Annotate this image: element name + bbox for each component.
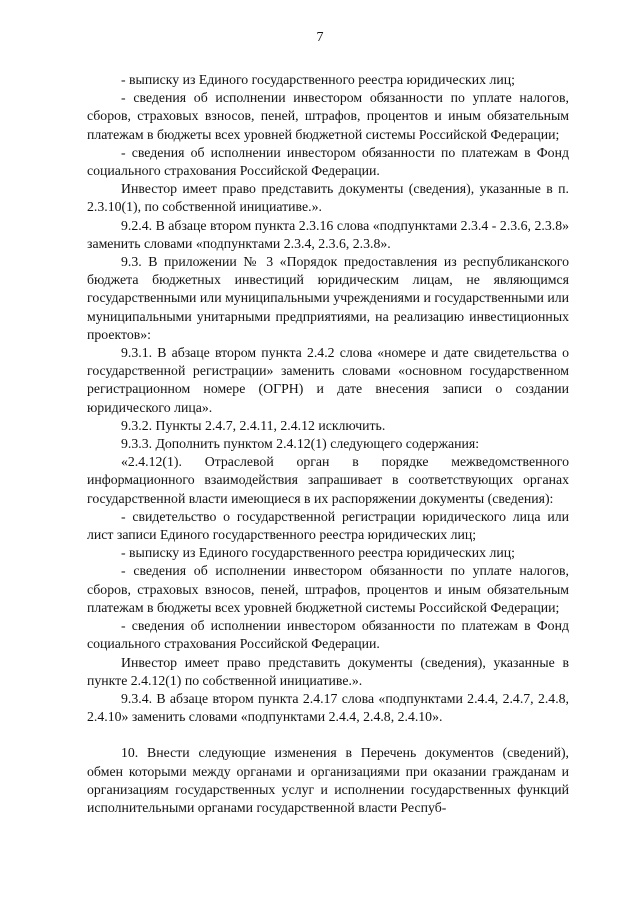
paragraph-16: 9.3.4. В абзаце втором пункта 2.4.17 слова «подпунктами 2.4.4, 2.4.7, 2.4.8, 2.4.10» заменить словами «подпунктами 2.4.4, 2.4.8, 2.4.10».: [87, 690, 569, 725]
section-gap: [87, 726, 569, 744]
paragraph-14: - сведения об исполнении инвестором обязанности по платежам в Фонд социального страхования Российской Федерации.: [87, 618, 569, 652]
paragraph-2: - сведения об исполнении инвестором обязанности по уплате налогов, сборов, страховых взносов, пеней, штрафов, процентов и иным обязательным платежам в бюджеты всех уровней бюджетной системы Российской Федерации;: [87, 90, 569, 142]
paragraph-6: 9.3. В приложении № 3 «Порядок предоставления из республиканского бюджета бюджетных инвестиций юридическим лицам, не являющимся государственными или муниципальными учреждениями и государственными или муниципальными унитарными предприятиями, на реализацию инвестиционных проектов»:: [87, 254, 569, 342]
paragraph-12: - выписку из Единого государственного реестра юридических лиц;: [121, 545, 515, 561]
paragraph-1: - выписку из Единого государственного реестра юридических лиц;: [121, 72, 515, 87]
document-body: [87, 71, 569, 817]
page-number: 7: [316, 30, 324, 45]
paragraph-13: - сведения об исполнении инвестором обязанности по уплате налогов, сборов, страховых взносов, пеней, штрафов, процентов и иным обязательным платежам в бюджеты всех уровней бюджетной системы Российской Федерации;: [87, 563, 569, 615]
paragraph-9: 9.3.3. Дополнить пунктом 2.4.12(1) следующего содержания:: [121, 436, 480, 452]
paragraph-8: 9.3.2. Пункты 2.4.7, 2.4.11, 2.4.12 исключить.: [121, 417, 386, 433]
paragraph-7: 9.3.1. В абзаце втором пункта 2.4.2 слова «номере и дате свидетельства о государственной регистрации» заменить словами «основном государственном регистрационном номере (ОГРН) и дате внесения записи о создании юридического лица».: [87, 345, 569, 415]
paragraph-3: - сведения об исполнении инвестором обязанности по платежам в Фонд социального страхования Российской Федерации.: [87, 144, 569, 179]
paragraph-11: - свидетельство о государственной регистрации юридического лица или лист записи Единого государственного реестра юридических лиц;: [87, 508, 569, 543]
paragraph-4: Инвестор имеет право представить документы (сведения), указанные в п. 2.3.10(1), по собственной инициативе.».: [87, 181, 569, 215]
paragraph-17: 10. Внести следующие изменения в Перечень документов (сведений), обмен которыми между органами и организациями при оказании гражданам и организациям государственных услуг и исполнении государственных функций исполнительными органами государственной власти Респуб-: [87, 745, 569, 815]
paragraph-15: Инвестор имеет право представить документы (сведения), указанные в пункте 2.4.12(1) по собственной инициативе.».: [87, 654, 569, 688]
paragraph-5: 9.2.4. В абзаце втором пункта 2.3.16 слова «подпунктами 2.3.4 - 2.3.6, 2.3.8» заменить словами «подпунктами 2.3.4, 2.3.6, 2.3.8».: [87, 217, 569, 251]
paragraph-10: «2.4.12(1). Отраслевой орган в порядке межведомственного информационного взаимодействия запрашивает в соответствующих органах государственной власти имеющиеся в их распоряжении документы (сведения):: [87, 454, 569, 506]
